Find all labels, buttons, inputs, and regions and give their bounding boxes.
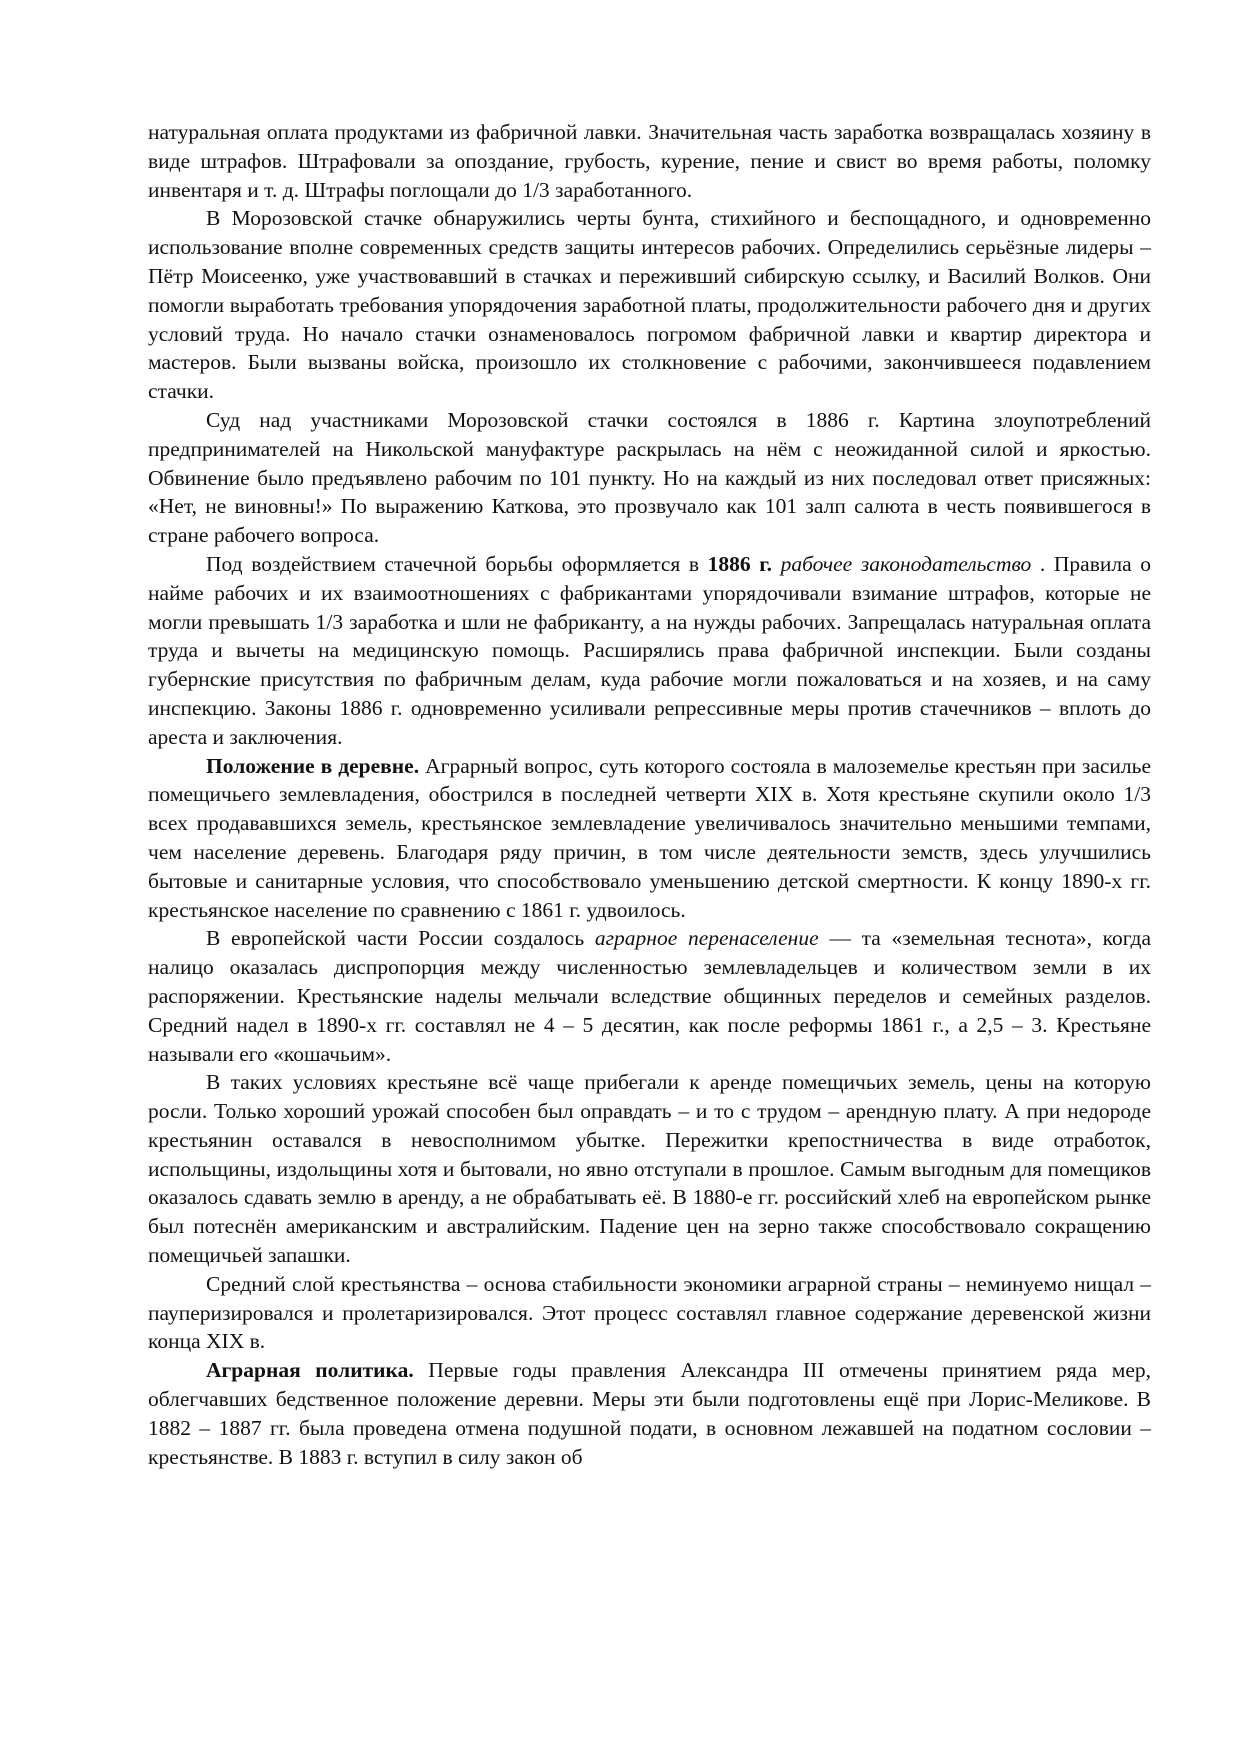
paragraph-text: В Морозовской стачке обнаружились черты бунта, стихийного и беспощадного, и одновременно использование вполне современных средств защиты интересов рабочих. Определились серьёзные лидеры – Пётр Моисеенко, уже участвовавший в стачках и переживший сибирскую ссылку, и Василий Волков. Они помогли выработать требования упорядочения заработной платы, продолжительности рабочего дня и других условий труда. Но начало стачки ознаменовалось погромом фабричной лавки и квартир директора и мастеров. Были вызваны войска, произошло их столкновение с рабочими, закончившееся подавлением стачки. xyxy=(148,206,1151,404)
paragraph-7 xyxy=(148,1068,1151,1270)
paragraph-text: Первые годы правления Александра III отмечены принятием ряда мер, облегчавших бедственное положение деревни. Меры эти были подготовлены ещё при Лорис-Меликове. В 1882 – 1887 гг. была проведена отмена подушной подати, в основном лежавшей на податном сословии – крестьянстве. В 1883 г. вступил в силу закон об xyxy=(148,1358,1151,1469)
paragraph-text-end: — та «земельная теснота», когда налицо оказалась диспропорция между численностью землевладельцев и количеством земли в их распоряжении. Крестьянские наделы мельчали вследствие общинных переделов и семейных разделов. Средний надел в 1890-х гг. составлял не 4 – 5 десятин, как после реформы 1861 г., а 2,5 – 3. Крестьяне называли его «кошачьим». xyxy=(148,926,1151,1066)
paragraph-text: Суд над участниками Морозовской стачки состоялся в 1886 г. Картина злоупотреблений предпринимателей на Никольской мануфактуре раскрылась на нём с неожиданной силой и яркостью. Обвинение было предъявлено рабочим по 101 пункту. Но на каждый из них последовал ответ присяжных: «Нет, не виновны!» По выражению Каткова, это прозвучало как 101 залп салюта в честь появившегося в стране рабочего вопроса. xyxy=(148,407,1151,548)
section-heading-agrarian-policy: Аграрная политика. xyxy=(206,1358,414,1383)
paragraph-6 xyxy=(148,924,1151,1068)
paragraph-4 xyxy=(148,550,1151,752)
paragraph-text-start: Под воздействием стачечной борьбы оформляется в xyxy=(206,551,708,576)
paragraph-text-end: . Правила о найме рабочих и их взаимоотношениях с фабрикантами упорядочивали взимание штрафов, которые не могли превышать 1/3 заработка и шли не фабриканту, а на нужды рабочих. Запрещалась натуральная оплата труда и вычеты на медицинскую помощь. Расширялись права фабричной инспекции. Были созданы губернские присутствия по фабричным делам, куда рабочие могли пожаловаться и на хозяев, и на саму инспекцию. Законы 1886 г. одновременно усиливали репрессивные меры против стачечников – вплоть до ареста и заключения. xyxy=(148,551,1152,749)
paragraph-5 xyxy=(148,752,1151,925)
paragraph-9 xyxy=(148,1356,1151,1471)
paragraph-text: натуральная оплата продуктами из фабричной лавки. Значительная часть заработка возвращалась хозяину в виде штрафов. Штрафовали за опоздание, грубость, курение, пение и свист во время работы, поломку инвентаря и т. д. Штрафы поглощали до 1/3 заработанного. xyxy=(148,120,1151,202)
year-emphasis: 1886 г. xyxy=(707,551,773,576)
paragraph-text: В таких условиях крестьяне всё чаще прибегали к аренде помещичьих земель, цены на которую росли. Только хороший урожай способен был оправдать – и то с трудом – арендную плату. А при недороде крестьянин оставался в невосполнимом убытке. Пережитки крепостничества в виде отработок, испольщины, издольщины хотя и бытовали, но явно отступали в прошлое. Самым выгодным для помещиков оказалось сдавать землю в аренду, а не обрабатывать её. В 1880-е гг. российский хлеб на европейском рынке был потеснён американским и австралийским. Падение цен на зерно также способствовало сокращению помещичьей запашки. xyxy=(148,1070,1151,1268)
paragraph-3 xyxy=(148,406,1151,550)
paragraph-text-start: В европейской части России создалось xyxy=(206,926,595,951)
term-emphasis: рабочее законодательство xyxy=(780,551,1032,576)
section-heading-village: Положение в деревне. xyxy=(206,753,420,778)
paragraph-8 xyxy=(148,1270,1151,1356)
term-emphasis: аграрное перенаселение xyxy=(594,926,819,951)
document-page xyxy=(148,118,1151,1471)
paragraph-2 xyxy=(148,204,1151,406)
paragraph-text: Аграрный вопрос, суть которого состояла в малоземелье крестьян при засилье помещичьего землевладения, обострился в последней четверти XIX в. Хотя крестьяне скупили около 1/3 всех продававшихся земель, крестьянское землевладение увеличивалось значительно меньшими темпами, чем население деревень. Благодаря ряду причин, в том числе деятельности земств, здесь улучшились бытовые и санитарные условия, что способствовало уменьшению детской смертности. К концу 1890-х гг. крестьянское население по сравнению с 1861 г. удвоилось. xyxy=(148,753,1152,922)
paragraph-1 xyxy=(148,118,1151,204)
paragraph-text: Средний слой крестьянства – основа стабильности экономики аграрной страны – неминуемо нищал – пауперизировался и пролетаризировался. Этот процесс составлял главное содержание деревенской жизни конца XIX в. xyxy=(148,1271,1151,1354)
